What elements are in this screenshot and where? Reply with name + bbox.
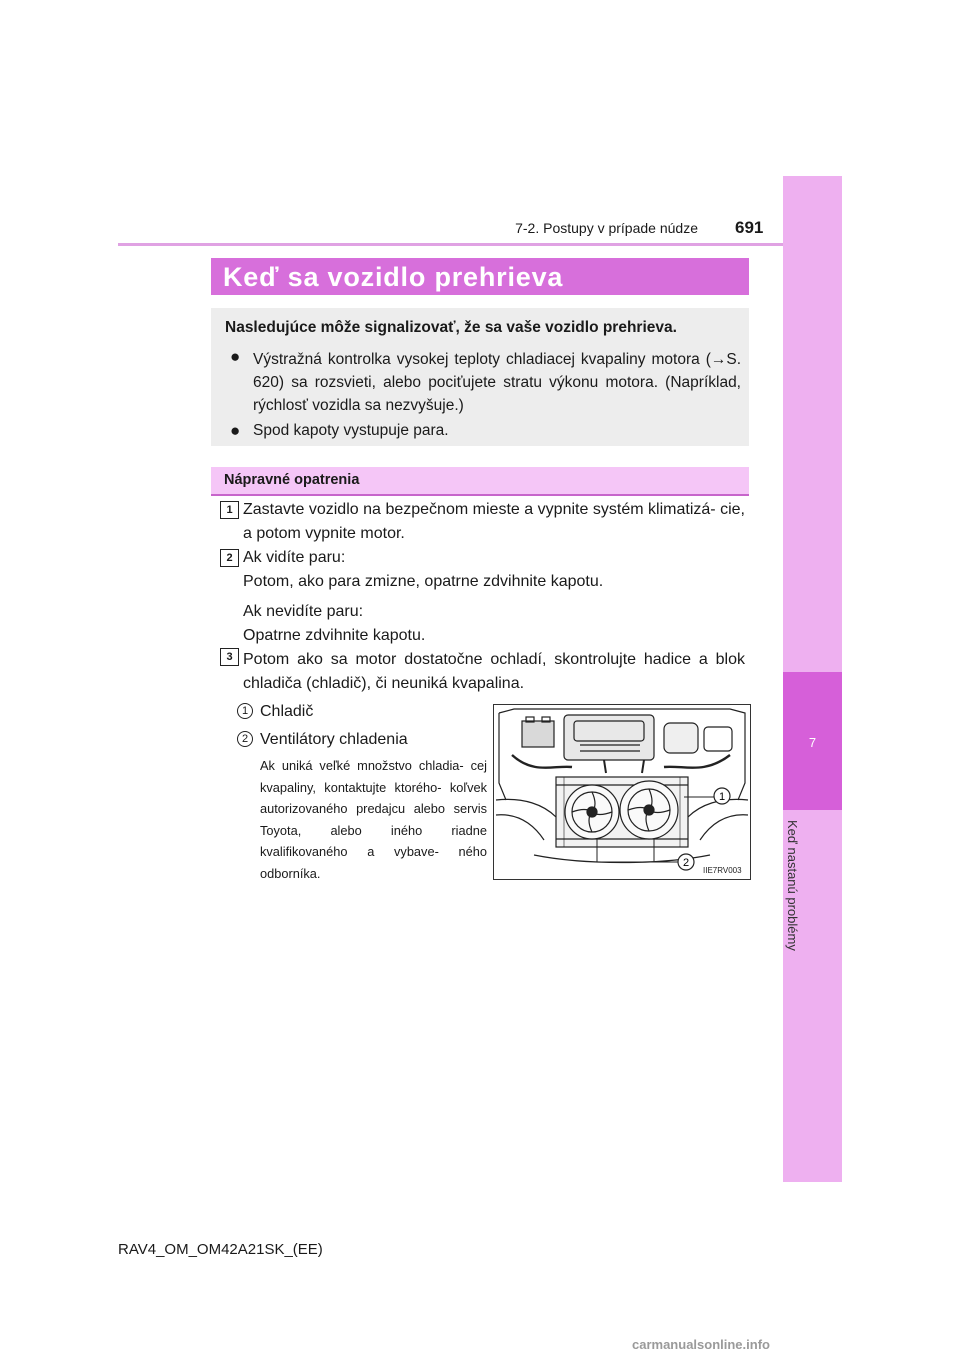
chapter-number: 7 bbox=[808, 735, 817, 750]
legend-number: 2 bbox=[237, 731, 253, 747]
legend-label: Ventilátory chladenia bbox=[260, 731, 408, 748]
step-text: Opatrne zdvihnite kapotu. bbox=[243, 627, 426, 644]
figure-callout: 1 bbox=[718, 791, 726, 803]
subheading: Nápravné opatrenia bbox=[224, 472, 360, 488]
figure-callout: 2 bbox=[682, 857, 690, 869]
step-number-badge: 3 bbox=[220, 648, 239, 666]
page-title: Keď sa vozidlo prehrieva bbox=[223, 262, 564, 292]
chapter-title-vertical: Keď nastanú problémy bbox=[785, 820, 800, 951]
subheading-bar bbox=[211, 467, 749, 494]
step-text: Potom, ako para zmizne, opatrne zdvihnite kapotu. bbox=[243, 573, 604, 590]
page-title-bar bbox=[211, 258, 749, 295]
symptom-item: Výstražná kontrolka vysokej teploty chladiacej kvapaliny motora (→S. 620) sa rozsvieti, alebo pociťujete stratu výkonu motora. (Napríklad, rýchlosť vozidla sa nezvyšuje.) bbox=[253, 351, 741, 414]
subheading-rule bbox=[211, 494, 749, 496]
symptom-item: Spod kapoty vystupuje para. bbox=[253, 422, 449, 439]
step-number-badge: 1 bbox=[220, 501, 239, 519]
legend-number: 1 bbox=[237, 703, 253, 719]
document-code-footer: RAV4_OM_OM42A21SK_(EE) bbox=[118, 1241, 323, 1258]
step-text: Ak nevidíte paru: bbox=[243, 603, 364, 620]
step-text: Ak vidíte paru: bbox=[243, 549, 346, 566]
legend-label: Chladič bbox=[260, 703, 314, 720]
header-rule bbox=[118, 243, 783, 246]
step-text: Potom ako sa motor dostatočne ochladí, skontrolujte hadice a blok chladiča (chladič), či neuniká kvapalina. bbox=[243, 651, 745, 692]
bullet-marker: ● bbox=[230, 421, 241, 440]
bullet-marker: ● bbox=[230, 347, 241, 366]
step-text: Zastavte vozidlo na bezpečnom mieste a vypnite systém klimatizá- cie, a potom vypnite motor. bbox=[243, 501, 745, 542]
engine-bay-drawing bbox=[494, 705, 750, 879]
symptoms-lead: Nasledujúce môže signalizovať, že sa vaše vozidlo prehrieva. bbox=[225, 319, 677, 336]
engine-bay-illustration bbox=[493, 704, 751, 880]
coolant-leak-note: Ak uniká veľké množstvo chladia- cej kvapaliny, kontaktujte ktorého- koľvek autorizovaného predajcu alebo servis Toyota, alebo iného riadne kvalifikovaného a vybave- ného odborníka. bbox=[260, 758, 487, 881]
step-number-badge: 2 bbox=[220, 549, 239, 567]
page-number: 691 bbox=[735, 218, 764, 237]
figure-code: IIE7RV003 bbox=[703, 866, 742, 875]
section-header: 7-2. Postupy v prípade núdze bbox=[515, 220, 698, 236]
site-watermark: carmanualsonline.info bbox=[632, 1337, 770, 1352]
